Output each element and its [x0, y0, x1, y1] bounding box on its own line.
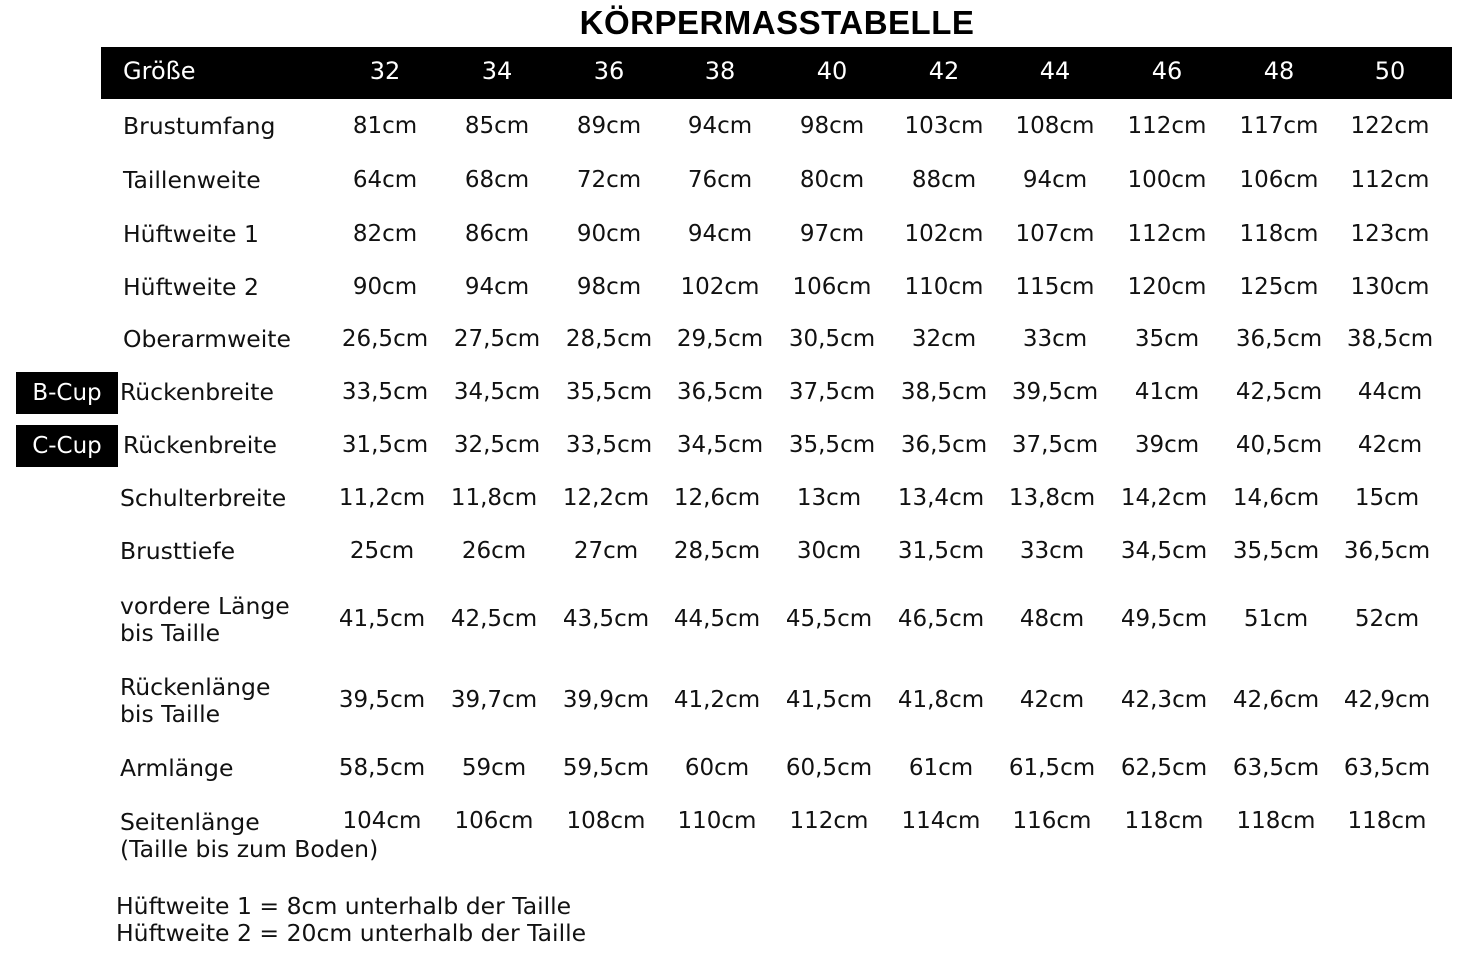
table-cell: 38,5cm: [900, 379, 988, 405]
size-header-1: 34: [481, 57, 513, 85]
table-cell: 13cm: [796, 485, 862, 511]
row-label-line1: Brustumfang: [123, 112, 276, 140]
table-cell: 63,5cm: [1343, 755, 1431, 781]
table-cell: 59,5cm: [562, 755, 650, 781]
table-cell: 102cm: [680, 274, 760, 300]
table-cell: 49,5cm: [1120, 606, 1208, 632]
table-cell: 118cm: [1239, 221, 1319, 247]
row-label-line1: Brusttiefe: [120, 537, 236, 565]
size-header-2: 36: [593, 57, 625, 85]
table-cell: 33,5cm: [341, 379, 429, 405]
size-header-6: 44: [1039, 57, 1071, 85]
row-label-line1: Rückenbreite: [123, 431, 277, 459]
table-cell: 14,2cm: [1120, 485, 1208, 511]
table-cell: 27cm: [573, 538, 639, 564]
table-cell: 120cm: [1127, 274, 1207, 300]
table-cell: 44,5cm: [673, 606, 761, 632]
table-cell: 76cm: [687, 167, 753, 193]
table-cell: 112cm: [1127, 113, 1207, 139]
table-cell: 103cm: [904, 113, 984, 139]
size-header-label: Größe: [123, 57, 196, 85]
size-header-9: 50: [1374, 57, 1406, 85]
table-cell: 94cm: [464, 274, 530, 300]
table-cell: 42cm: [1019, 687, 1085, 713]
row-label-2: [123, 221, 259, 248]
table-cell: 106cm: [454, 808, 534, 834]
table-cell: 43,5cm: [562, 606, 650, 632]
table-cell: 26cm: [461, 538, 527, 564]
table-cell: 60cm: [684, 755, 750, 781]
row-label-11: [120, 755, 233, 782]
table-cell: 36,5cm: [900, 432, 988, 458]
row-label-line1: Taillenweite: [123, 166, 261, 194]
table-cell: 28,5cm: [565, 326, 653, 352]
row-label-0: [123, 113, 275, 140]
table-cell: 86cm: [464, 221, 530, 247]
table-cell: 32,5cm: [453, 432, 541, 458]
table-cell: 59cm: [461, 755, 527, 781]
table-cell: 90cm: [576, 221, 642, 247]
row-label-line1: Hüftweite 1: [123, 220, 259, 248]
table-cell: 58,5cm: [338, 755, 426, 781]
table-cell: 39,7cm: [450, 687, 538, 713]
size-header-3: 38: [704, 57, 736, 85]
row-label-9: [120, 593, 290, 647]
note-hueftweite-1: Hüftweite 1 = 8cm unterhalb der Taille: [116, 892, 572, 920]
table-cell: 36,5cm: [1235, 326, 1323, 352]
table-cell: 104cm: [342, 808, 422, 834]
table-cell: 36,5cm: [676, 379, 764, 405]
table-cell: 61cm: [908, 755, 974, 781]
table-cell: 51cm: [1243, 606, 1309, 632]
table-cell: 80cm: [799, 167, 865, 193]
table-cell: 108cm: [566, 808, 646, 834]
table-cell: 44cm: [1357, 379, 1423, 405]
table-cell: 31,5cm: [897, 538, 985, 564]
table-cell: 12,6cm: [673, 485, 761, 511]
table-cell: 82cm: [352, 221, 418, 247]
table-cell: 29,5cm: [676, 326, 764, 352]
row-label-line2: (Taille bis zum Boden): [120, 835, 379, 863]
row-label-4: [123, 326, 291, 353]
table-cell: 26,5cm: [341, 326, 429, 352]
table-cell: 100cm: [1127, 167, 1207, 193]
page-title: KÖRPERMASSTABELLE: [579, 4, 975, 41]
table-cell: 85cm: [464, 113, 530, 139]
size-header-5: 42: [928, 57, 960, 85]
row-label-5: [120, 379, 274, 406]
table-cell: 72cm: [576, 167, 642, 193]
table-cell: 25cm: [349, 538, 415, 564]
table-cell: 42cm: [1357, 432, 1423, 458]
row-label-line2: bis Taille: [120, 619, 221, 647]
table-cell: 38,5cm: [1346, 326, 1434, 352]
table-cell: 118cm: [1124, 808, 1204, 834]
table-cell: 116cm: [1012, 808, 1092, 834]
table-cell: 94cm: [687, 113, 753, 139]
table-cell: 42,5cm: [1235, 379, 1323, 405]
table-cell: 37,5cm: [1011, 432, 1099, 458]
table-cell: 34,5cm: [676, 432, 764, 458]
table-cell: 39,5cm: [1011, 379, 1099, 405]
table-cell: 30cm: [796, 538, 862, 564]
table-cell: 12,2cm: [562, 485, 650, 511]
table-cell: 33,5cm: [565, 432, 653, 458]
table-cell: 61,5cm: [1008, 755, 1096, 781]
table-cell: 30,5cm: [788, 326, 876, 352]
table-cell: 34,5cm: [453, 379, 541, 405]
table-cell: 41cm: [1134, 379, 1200, 405]
table-cell: 35,5cm: [1232, 538, 1320, 564]
c-cup-badge: C-Cup: [16, 425, 118, 467]
table-cell: 42,9cm: [1343, 687, 1431, 713]
table-cell: 97cm: [799, 221, 865, 247]
table-cell: 106cm: [792, 274, 872, 300]
table-cell: 11,2cm: [338, 485, 426, 511]
table-cell: 42,5cm: [450, 606, 538, 632]
table-cell: 45,5cm: [785, 606, 873, 632]
table-cell: 39cm: [1134, 432, 1200, 458]
table-cell: 107cm: [1015, 221, 1095, 247]
table-cell: 81cm: [352, 113, 418, 139]
table-cell: 98cm: [576, 274, 642, 300]
table-cell: 13,8cm: [1008, 485, 1096, 511]
table-cell: 118cm: [1236, 808, 1316, 834]
table-cell: 88cm: [911, 167, 977, 193]
table-cell: 115cm: [1015, 274, 1095, 300]
table-cell: 106cm: [1239, 167, 1319, 193]
table-cell: 13,4cm: [897, 485, 985, 511]
table-cell: 33cm: [1019, 538, 1085, 564]
table-cell: 27,5cm: [453, 326, 541, 352]
row-label-line1: Schulterbreite: [120, 484, 287, 512]
table-cell: 34,5cm: [1120, 538, 1208, 564]
table-cell: 35,5cm: [565, 379, 653, 405]
row-label-6: [123, 432, 277, 459]
table-cell: 31,5cm: [341, 432, 429, 458]
table-cell: 39,9cm: [562, 687, 650, 713]
table-cell: 130cm: [1350, 274, 1430, 300]
row-label-line1: Hüftweite 2: [123, 273, 259, 301]
table-cell: 52cm: [1354, 606, 1420, 632]
table-cell: 110cm: [677, 808, 757, 834]
note-hueftweite-2: Hüftweite 2 = 20cm unterhalb der Taille: [116, 919, 587, 947]
table-cell: 112cm: [1350, 167, 1430, 193]
table-cell: 41,5cm: [338, 606, 426, 632]
row-label-3: [123, 274, 259, 301]
table-cell: 36,5cm: [1343, 538, 1431, 564]
row-label-line1: Oberarmweite: [123, 325, 291, 353]
table-cell: 33cm: [1022, 326, 1088, 352]
table-cell: 46,5cm: [897, 606, 985, 632]
row-label-line1: Seitenlänge: [120, 808, 260, 836]
table-cell: 118cm: [1347, 808, 1427, 834]
row-label-line1: Rückenbreite: [120, 378, 274, 406]
table-cell: 11,8cm: [450, 485, 538, 511]
table-cell: 35,5cm: [788, 432, 876, 458]
row-label-10: [120, 674, 270, 728]
table-cell: 64cm: [352, 167, 418, 193]
table-cell: 28,5cm: [673, 538, 761, 564]
row-label-line1: vordere Länge: [120, 592, 290, 620]
table-cell: 37,5cm: [788, 379, 876, 405]
table-cell: 68cm: [464, 167, 530, 193]
table-cell: 40,5cm: [1235, 432, 1323, 458]
table-cell: 42,3cm: [1120, 687, 1208, 713]
table-cell: 114cm: [901, 808, 981, 834]
size-header-4: 40: [816, 57, 848, 85]
table-cell: 62,5cm: [1120, 755, 1208, 781]
table-cell: 42,6cm: [1232, 687, 1320, 713]
row-label-line1: Armlänge: [120, 754, 234, 782]
size-header-0: 32: [369, 57, 401, 85]
table-cell: 35cm: [1134, 326, 1200, 352]
size-header-8: 48: [1263, 57, 1295, 85]
table-cell: 48cm: [1019, 606, 1085, 632]
row-label-7: [120, 485, 286, 512]
size-header-7: 46: [1151, 57, 1183, 85]
table-cell: 32cm: [911, 326, 977, 352]
row-label-line2: bis Taille: [120, 700, 221, 728]
row-label-line1: Rückenlänge: [120, 673, 271, 701]
table-cell: 41,8cm: [897, 687, 985, 713]
table-cell: 110cm: [904, 274, 984, 300]
table-cell: 112cm: [789, 808, 869, 834]
row-label-8: [120, 538, 235, 565]
table-cell: 122cm: [1350, 113, 1430, 139]
table-cell: 123cm: [1350, 221, 1430, 247]
row-label-1: [123, 167, 261, 194]
table-cell: 117cm: [1239, 113, 1319, 139]
table-cell: 108cm: [1015, 113, 1095, 139]
b-cup-badge: B-Cup: [16, 372, 118, 414]
table-cell: 102cm: [904, 221, 984, 247]
table-cell: 63,5cm: [1232, 755, 1320, 781]
table-cell: 89cm: [576, 113, 642, 139]
table-cell: 15cm: [1354, 485, 1420, 511]
table-cell: 41,2cm: [673, 687, 761, 713]
table-cell: 94cm: [1022, 167, 1088, 193]
table-cell: 60,5cm: [785, 755, 873, 781]
table-cell: 39,5cm: [338, 687, 426, 713]
table-cell: 41,5cm: [785, 687, 873, 713]
table-cell: 94cm: [687, 221, 753, 247]
table-cell: 98cm: [799, 113, 865, 139]
table-cell: 14,6cm: [1232, 485, 1320, 511]
table-cell: 125cm: [1239, 274, 1319, 300]
table-cell: 112cm: [1127, 221, 1207, 247]
table-cell: 90cm: [352, 274, 418, 300]
